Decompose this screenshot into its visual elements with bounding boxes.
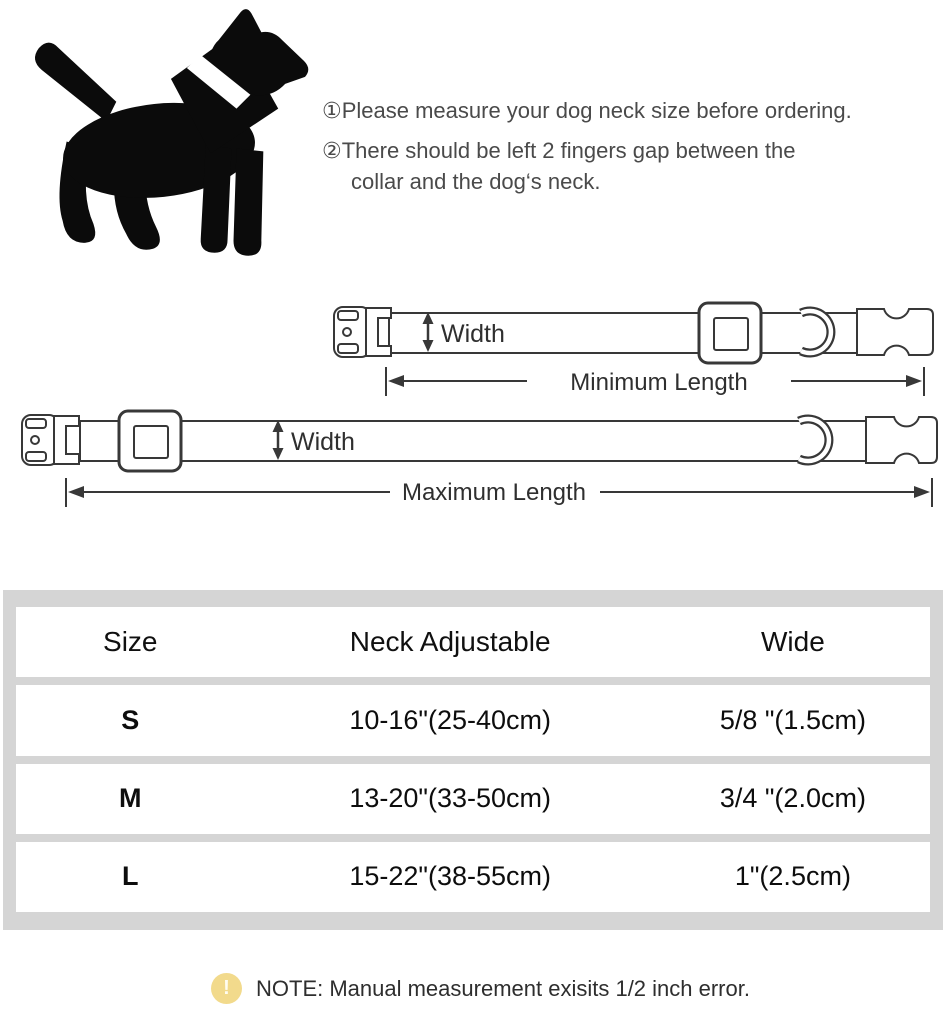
dog-silhouette-svg bbox=[12, 4, 310, 268]
measurement-note bbox=[211, 973, 750, 1004]
cell-neck: 10-16"(25-40cm) bbox=[349, 704, 551, 735]
header-wide: Wide bbox=[760, 626, 825, 658]
instruction-step-2-cont: collar and the dog‘s neck. bbox=[351, 169, 601, 194]
collar-max-diagram bbox=[22, 411, 937, 507]
cell-wide: 5/8 "(1.5cm) bbox=[719, 704, 866, 735]
instruction-step-2: ②There should be left 2 fingers gap between the bbox=[322, 138, 796, 163]
collar-buckle-male bbox=[857, 309, 933, 355]
size-chart-table bbox=[3, 590, 943, 930]
cell-wide: 3/4 "(2.0cm) bbox=[719, 783, 866, 814]
instruction-step-1: ①Please measure your dog neck size before ordering. bbox=[322, 98, 852, 123]
collar-slider bbox=[119, 411, 181, 471]
collar-buckle-male bbox=[866, 417, 937, 463]
width-label-max: Width bbox=[291, 428, 355, 456]
table-row-l bbox=[16, 842, 930, 912]
dog-front-leg-far bbox=[201, 145, 232, 252]
collar-measurement-diagrams bbox=[0, 288, 947, 520]
header-size: Size bbox=[103, 626, 158, 658]
cell-size: M bbox=[119, 783, 142, 814]
ordering-instructions bbox=[322, 96, 947, 197]
collar-buckle-female bbox=[22, 415, 79, 465]
max-length-label: Maximum Length bbox=[401, 479, 587, 506]
table-header-row bbox=[16, 607, 930, 677]
header-neck-adjustable: Neck Adjustable bbox=[349, 626, 551, 658]
cell-size: L bbox=[122, 861, 139, 892]
cell-wide: 1"(2.5cm) bbox=[734, 861, 851, 892]
cell-neck: 13-20"(33-50cm) bbox=[349, 783, 551, 814]
cell-size: S bbox=[121, 704, 140, 735]
collar-min-diagram bbox=[334, 303, 933, 396]
note-text: NOTE: Manual measurement exisits 1/2 inch error. bbox=[256, 975, 750, 1001]
collar-buckle-female bbox=[334, 307, 391, 357]
dog-front-leg-near bbox=[234, 148, 264, 255]
collar-strap bbox=[80, 421, 868, 461]
width-label-min: Width bbox=[441, 320, 505, 348]
table-row-s bbox=[16, 685, 930, 755]
dog-silhouette-icon bbox=[12, 4, 310, 268]
cell-neck: 15-22"(38-55cm) bbox=[349, 861, 551, 892]
min-length-label: Minimum Length bbox=[570, 369, 748, 396]
collar-slider bbox=[699, 303, 761, 363]
table-row-m bbox=[16, 764, 930, 834]
dog-tail bbox=[35, 43, 116, 122]
exclamation-icon: ! bbox=[211, 973, 242, 1004]
